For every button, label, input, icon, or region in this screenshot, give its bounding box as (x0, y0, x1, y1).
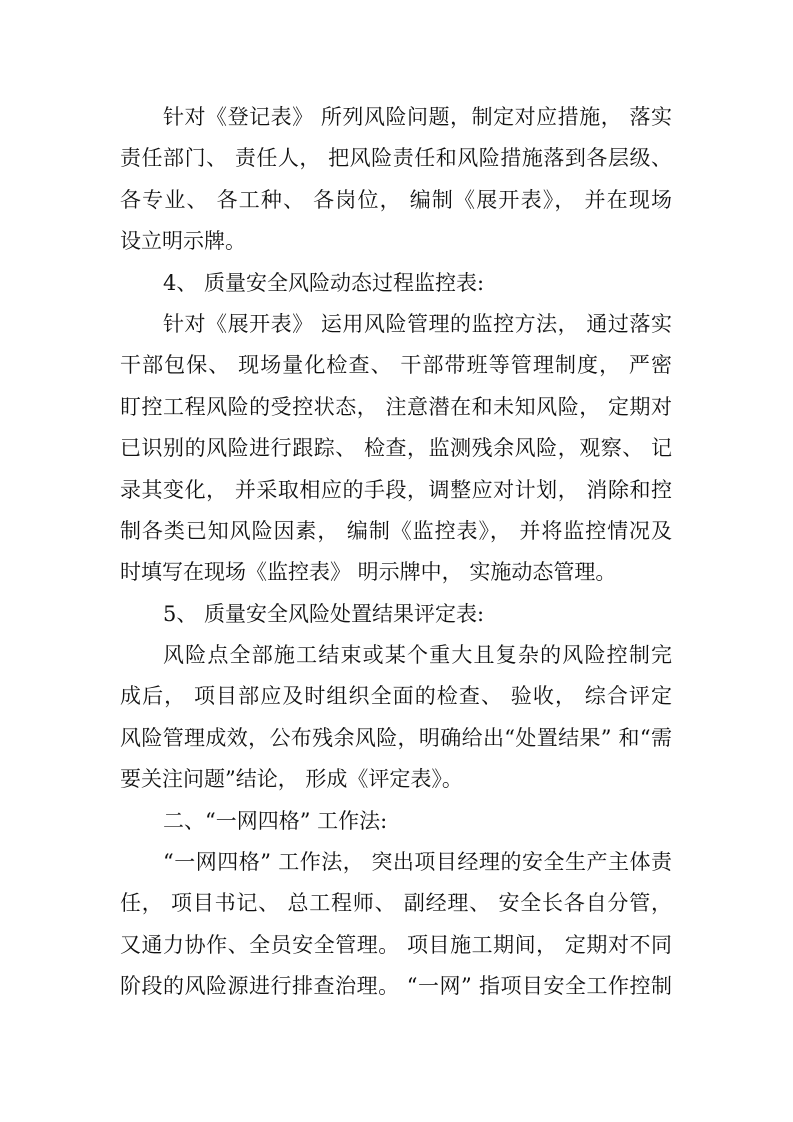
text-line: 5、 质量安全风险处置结果评定表: (163, 601, 485, 626)
text-line: 针对《展开表》 运用风险管理的监控方法， 通过落实 (163, 311, 672, 336)
text-line: 又通力协作、全员安全管理。 项目施工期间， 定期对不同 (120, 932, 672, 957)
text-line: 录其变化， 并采取相应的手段，调整应对计划， 消除和控 (120, 477, 672, 502)
text-line: 阶段的风险源进行排查治理。 “一网” 指项目安全工作控制 (120, 974, 672, 999)
text-line: 针对《登记表》 所列风险问题，制定对应措施， 落实 (163, 105, 672, 129)
text-line: 责任部门、 责任人， 把风险责任和风险措施落到各层级、 (120, 146, 672, 171)
text-line: 成后， 项目部应及时组织全面的检查、 验收， 综合评定 (120, 684, 672, 709)
text-line: 二、“一网四格” 工作法: (163, 808, 388, 833)
text-line: 干部包保、 现场量化检查、 干部带班等管理制度， 严密 (120, 353, 672, 378)
text-line: 各专业、 各工种、 各岗位， 编制《展开表》， 并在现场 (120, 187, 672, 212)
text-line: 已识别的风险进行跟踪、 检查，监测残余风险，观察、 记 (120, 436, 672, 461)
text-line: 要关注问题”结论， 形成《评定表》。 (120, 767, 463, 792)
document-page (120, 102, 672, 1013)
text-line: 风险管理成效，公布残余风险，明确给出“处置结果” 和“需 (120, 725, 672, 750)
text-line: 制各类已知风险因素， 编制《监控表》， 并将监控情况及 (120, 518, 672, 543)
text-line: 设立明示牌。 (120, 229, 246, 254)
text-line: 风险点全部施工结束或某个重大且复杂的风险控制完 (163, 643, 672, 668)
text-line: 4、 质量安全风险动态过程监控表: (163, 270, 485, 295)
text-line: 任， 项目书记、 总工程师、 副经理、 安全长各自分管， (120, 891, 672, 916)
text-line: “一网四格” 工作法， 突出项目经理的安全生产主体责 (163, 850, 672, 875)
text-line: 盯控工程风险的受控状态， 注意潜在和未知风险， 定期对 (120, 394, 672, 419)
text-line: 时填写在现场《监控表》 明示牌中， 实施动态管理。 (120, 560, 617, 585)
